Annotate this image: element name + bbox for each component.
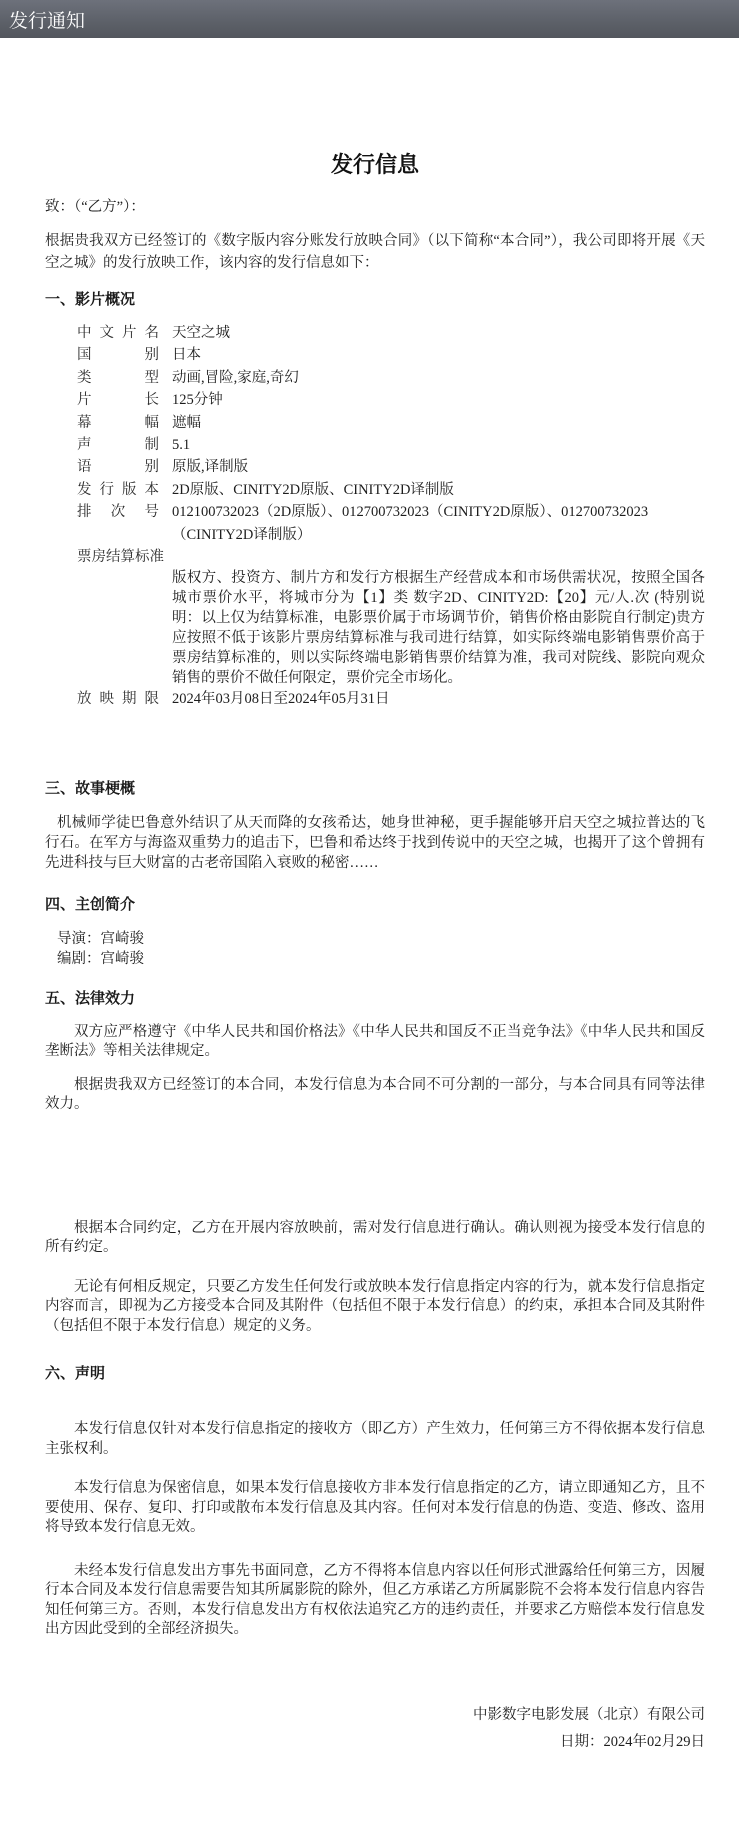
legal-paragraph: 双方应严格遵守《中华人民共和国价格法》《中华人民共和国反不正当竞争法》《中华人民共和国反垄断法》等相关法律规定。 (45, 1023, 705, 1060)
intro-paragraph: 根据贵我双方已经签订的《数字版内容分账发行放映合同》（以下简称“本合同”），我公司即将开展《天空之城》的发行放映工作，该内容的发行信息如下： (45, 233, 705, 271)
statement-paragraph: 未经本发行信息发出方事先书面同意，乙方不得将本信息内容以任何形式泄露给任何第三方，因履行本合同及本发行信息需要告知其所属影院的除外，但乙方承诺乙方所属影院不会将本发行信息内容告知任何第三方。否则，本发行信息发出方有权依法追究乙方的违约责任，并要求乙方赔偿本发行信息发出方因此受到的全部经济损失。 (45, 1562, 705, 1638)
page-break-gap (45, 1115, 705, 1219)
table-row-chinese-title (45, 322, 705, 344)
legal-paragraph: 无论有何相反规定，只要乙方发生任何发行或放映本发行信息指定内容的行为，就本发行信息指定内容而言，即视为乙方接受本合同及其附件（包括但不限于本发行信息）的约束，承担本合同及其附件（包括但不限于本发行信息）规定的义务。 (45, 1278, 705, 1334)
row-label: 声制 (77, 437, 159, 454)
film-info-table (45, 322, 705, 711)
row-value: 天空之城 (172, 325, 230, 341)
row-label: 发行版本 (77, 481, 159, 498)
document-page (0, 150, 739, 1796)
table-row-language (45, 456, 705, 478)
section-heading-synopsis: 三、故事梗概 (45, 779, 136, 797)
table-row-country (45, 344, 705, 366)
row-value: 2D原版、CINITY2D原版、CINITY2D译制版 (172, 481, 454, 498)
row-value: 5.1 (172, 437, 191, 454)
row-value: 动画,冒险,家庭,奇幻 (172, 369, 299, 386)
row-label: 幕幅 (77, 414, 159, 431)
statement-paragraph: 本发行信息为保密信息，如果本发行信息接收方非本发行信息指定的乙方，请立即通知乙方，且不要使用、保存、复印、打印或散布本发行信息及其内容。任何对本发行信息的伪造、变造、修改、盗用将导致本发行信息无效。 (45, 1480, 705, 1536)
legal-paragraph: 根据贵我双方已经签订的本合同，本发行信息为本合同不可分割的一部分，与本合同具有同等法律效力。 (45, 1076, 705, 1113)
section-heading-crew: 四、主创简介 (45, 895, 136, 913)
table-row-box-office-standard-label (45, 546, 705, 568)
row-label: 票房结算标准 (77, 549, 164, 566)
row-value: 125分钟 (172, 392, 223, 409)
row-label: 类型 (77, 369, 159, 386)
section-heading-statement: 六、声明 (45, 1365, 106, 1383)
row-label: 中文片名 (77, 325, 159, 341)
table-row-runtime (45, 389, 705, 411)
legal-paragraph: 根据本合同约定，乙方在开展内容放映前，需对发行信息进行确认。确认则视为接受本发行信息的所有约定。 (45, 1219, 705, 1256)
row-label: 排次号 (77, 504, 159, 521)
crew-block (45, 929, 705, 969)
table-row-serial-number (45, 501, 705, 546)
window-title: 发行通知 (9, 10, 86, 32)
table-row-screening-period (45, 688, 705, 710)
row-label: 片长 (77, 392, 159, 409)
document-title: 发行信息 (330, 152, 419, 177)
table-row-aspect (45, 412, 705, 434)
salutation-line: 致：（“乙方”）： (45, 199, 145, 215)
table-row-genre (45, 367, 705, 389)
window-titlebar (0, 0, 739, 38)
row-label: 语别 (77, 459, 159, 476)
synopsis-paragraph: 机械师学徒巴鲁意外结识了从天而降的女孩希达，她身世神秘，更手握能够开启天空之城拉普达的飞行石。在军方与海盗双重势力的追击下，巴鲁和希达终于找到传说中的天空之城，也揭开了这个曾拥有先进科技与巨大财富的古老帝国陷入衰败的秘密…… (45, 814, 705, 871)
row-value: 遮幅 (172, 414, 201, 431)
footer-company: 中影数字电影发展（北京）有限公司 (473, 1706, 705, 1723)
row-value: 012100732023（2D原版）、012700732023（CINITY2D原版）、012700732023（CINITY2D译制版） (172, 504, 649, 543)
table-row-sound (45, 434, 705, 456)
writer-line: 编剧：宫崎骏 (57, 950, 144, 967)
row-value: 日本 (172, 347, 201, 364)
section-heading-legal: 五、法律效力 (45, 989, 136, 1007)
director-line: 导演：宫崎骏 (57, 930, 144, 947)
box-office-standard-text: 版权方、投资方、制片方和发行方根据生产经营成本和市场供需状况，按照全国各城市票价水平，将城市分为【1】类 数字2D、CINITY2D:【20】元/人.次 (特别说明：以上仅为结算标准，电影票价属于市场调节价，销售价格由影院自行制定)贵方应按照不低于该影片票房结算标准与我司进行结算，如实际终端电影销售票价高于票房结算标准的，则以实际终端电影销售票价结算为准，我司对院线、影院向观众销售的票价不做任何限定，票价完全市场化。 (172, 570, 705, 687)
statement-paragraph: 本发行信息仅针对本发行信息指定的接收方（即乙方）产生效力，任何第三方不得依据本发行信息主张权利。 (45, 1421, 705, 1457)
row-label: 国别 (77, 347, 159, 364)
footer-date: 日期：2024年02月29日 (560, 1733, 705, 1750)
table-row-release-versions (45, 479, 705, 501)
section-heading-film-overview: 一、影片概况 (45, 291, 136, 308)
row-label: 放映期限 (77, 691, 159, 708)
document-footer (45, 1702, 705, 1756)
row-value: 2024年03月08日至2024年05月31日 (172, 691, 390, 708)
row-value: 原版,译制版 (172, 459, 249, 476)
